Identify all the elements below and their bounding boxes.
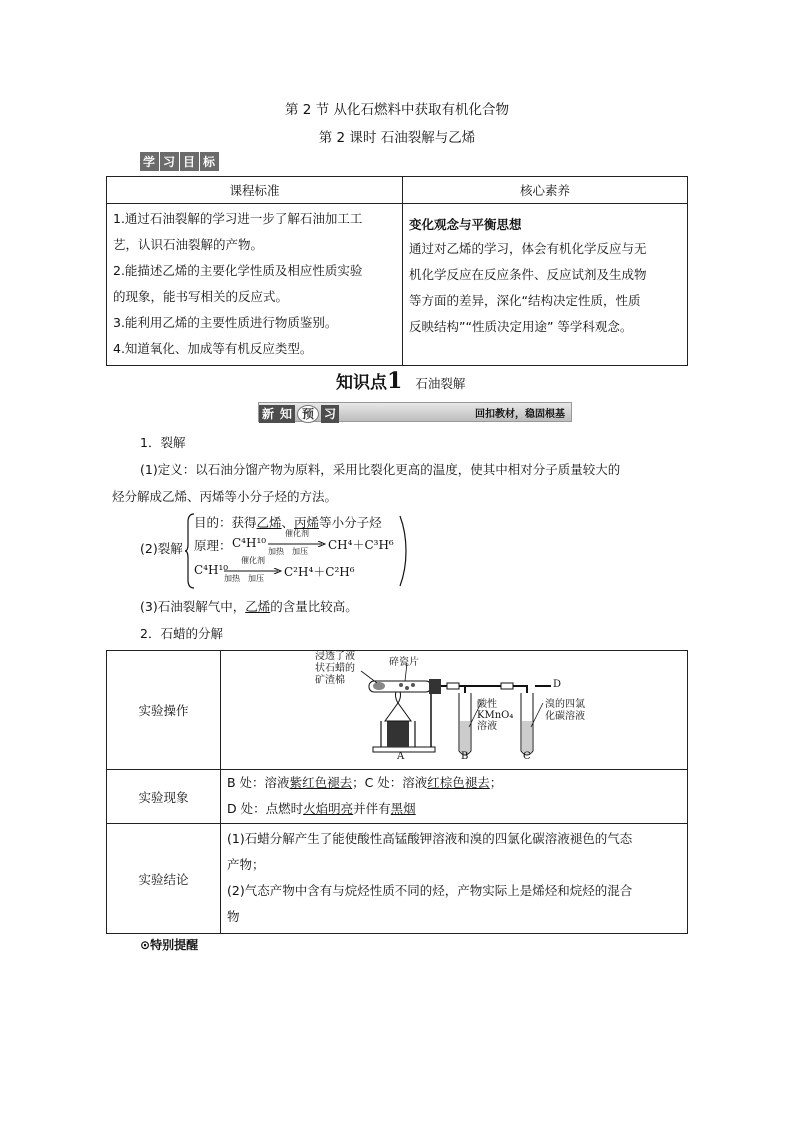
phen-c-prefix: ；C 处：溶液 bbox=[352, 775, 428, 790]
standards-cell bbox=[107, 204, 403, 366]
right-bracket-icon bbox=[398, 512, 410, 590]
badge-char: 习 bbox=[160, 152, 179, 171]
label-line: 酸性 bbox=[477, 699, 497, 710]
equation1-reactant: C⁴H¹⁰ bbox=[232, 536, 267, 550]
banner-slogan: 回扣教材，稳固根基 bbox=[475, 409, 565, 420]
bromine-solution bbox=[522, 721, 532, 755]
cond-pressure: 加压 bbox=[292, 547, 308, 556]
label-b: B bbox=[461, 751, 469, 762]
phen-b-result: 紫红色褪去 bbox=[289, 775, 353, 790]
literacy-cell bbox=[403, 204, 688, 366]
col-header-literacy: 核心素养 bbox=[403, 177, 688, 204]
definition-line: (1)定义：以石油分馏产物为原料，采用比裂化更高的温度，使其中相对分子质量较大的 bbox=[140, 462, 621, 477]
conclusion-cell bbox=[221, 824, 688, 934]
banner-char: 新 bbox=[259, 405, 277, 423]
apparatus-cell bbox=[221, 651, 688, 770]
note-icon: ⊙ bbox=[140, 938, 151, 952]
stopper bbox=[429, 679, 441, 694]
label-kmno4 bbox=[477, 699, 513, 732]
phen-b-prefix: B 处：溶液 bbox=[227, 775, 290, 790]
badge-char: 标 bbox=[200, 152, 219, 171]
gas-ethylene: 乙烯 bbox=[245, 599, 271, 614]
learning-objectives-badge bbox=[140, 151, 220, 171]
conclusion-line: 物 bbox=[227, 909, 240, 924]
special-note bbox=[140, 936, 198, 953]
label-line: 溴的四氯 bbox=[545, 699, 585, 710]
objectives-table bbox=[106, 176, 688, 366]
gas-prefix: (3)石油裂解气中， bbox=[140, 599, 246, 614]
equation1-condition-top: 催化剂 bbox=[285, 529, 309, 538]
label-d: D bbox=[553, 679, 562, 690]
equation1-product: CH⁴＋C³H⁶ bbox=[328, 538, 394, 552]
literacy-line: 等方面的差异，深化“结构决定性质，性质 bbox=[409, 293, 641, 308]
section-heading-cracking: 1．裂解 bbox=[140, 435, 186, 450]
cond-pressure: 加压 bbox=[248, 574, 264, 583]
standard-line: 2.能描述乙烯的主要化学性质及相应性质实验 bbox=[113, 263, 363, 278]
literacy-line: 通过对乙烯的学习，体会有机化学反应与无 bbox=[409, 241, 647, 256]
label-line: KMnO₄ bbox=[477, 710, 514, 721]
standard-line: 3.能利用乙烯的主要性质进行物质鉴别。 bbox=[113, 315, 338, 330]
mineral-wool bbox=[373, 682, 385, 690]
cond-heat: 加热 bbox=[224, 574, 240, 583]
definition-line: 烃分解成乙烯、丙烯等小分子烃的方法。 bbox=[112, 489, 338, 504]
equation2-product: C²H⁴＋C²H⁶ bbox=[284, 565, 355, 579]
phen-d-smoke: 黑烟 bbox=[390, 801, 416, 816]
note-text: 特别提醒 bbox=[150, 938, 199, 952]
cracking-label: (2)裂解 bbox=[140, 541, 183, 556]
literacy-line: 反映结构”“性质决定用途” 等学科观念。 bbox=[409, 319, 633, 334]
principle-prefix: 原理： bbox=[194, 538, 232, 553]
standard-line: 的现象，能书写相关的反应式。 bbox=[113, 289, 289, 304]
purpose-sep: 、 bbox=[281, 515, 295, 530]
label-line: 状石蜡的 bbox=[315, 663, 355, 674]
purpose-prefix: 目的：获得 bbox=[194, 515, 257, 530]
knowledge-point-topic: 石油裂解 bbox=[415, 376, 466, 391]
phen-d-mid: 并伴有 bbox=[353, 801, 391, 816]
preview-banner bbox=[258, 402, 572, 422]
banner-char: 知 bbox=[277, 405, 295, 423]
conclusion-line: (2)气态产物中含有与烷烃性质不同的烃，产物实际上是烯烃和烷烃的混合 bbox=[227, 883, 633, 898]
equation2-condition-bottom bbox=[224, 573, 282, 584]
purpose-propylene: 丙烯 bbox=[294, 515, 320, 530]
cracking-gas-line bbox=[140, 594, 358, 620]
phenomenon-line-bc bbox=[227, 770, 681, 796]
badge-char: 学 bbox=[140, 152, 159, 171]
banner-char-emphasis: 预 bbox=[297, 405, 319, 423]
label-bromine bbox=[545, 699, 585, 723]
alcohol-lamp bbox=[387, 721, 409, 747]
label-c: C bbox=[523, 751, 531, 762]
row-label-operation: 实验操作 bbox=[107, 651, 221, 770]
label-line: 溶液 bbox=[477, 721, 497, 732]
phen-d-prefix: D 处：点燃时 bbox=[227, 801, 304, 816]
literacy-title: 变化观念与平衡思想 bbox=[409, 217, 522, 232]
lamp-top bbox=[385, 703, 411, 721]
purpose-suffix: 等小分子烃 bbox=[319, 515, 382, 530]
kmno4-solution bbox=[460, 721, 470, 755]
conclusion-line: 产物； bbox=[227, 857, 265, 872]
col-header-standard: 课程标准 bbox=[107, 177, 403, 204]
apparatus-diagram bbox=[221, 651, 687, 766]
section-heading-paraffin: 2．石蜡的分解 bbox=[140, 626, 223, 641]
label-line: 矿渣棉 bbox=[315, 675, 345, 686]
row-label-conclusion: 实验结论 bbox=[107, 824, 221, 934]
banner-char: 习 bbox=[321, 405, 339, 423]
phenomenon-line-d bbox=[227, 796, 681, 822]
phen-d-flame: 火焰明亮 bbox=[303, 801, 354, 816]
standard-line: 艺，认识石油裂解的产物。 bbox=[113, 237, 264, 252]
knowledge-point-label: 知识点 bbox=[336, 373, 387, 393]
knowledge-point-number: 1 bbox=[387, 368, 403, 394]
conclusion-line: (1)石蜡分解产生了能使酸性高锰酸钾溶液和溴的四氯化碳溶液褪色的气态 bbox=[227, 831, 633, 846]
label-line: 化碳溶液 bbox=[545, 711, 585, 722]
phen-c-suffix: ； bbox=[489, 775, 503, 790]
gas-suffix: 的含量比较高。 bbox=[270, 599, 358, 614]
knowledge-point-header bbox=[336, 368, 465, 394]
badge-char: 目 bbox=[180, 152, 199, 171]
phen-c-result: 红棕色褪去 bbox=[427, 775, 490, 790]
label-a: A bbox=[397, 751, 405, 762]
label-porcelain-shards: 碎瓷片 bbox=[389, 657, 419, 668]
label-line: 浸透了液 bbox=[315, 651, 355, 662]
experiment-table bbox=[106, 650, 688, 934]
standard-line: 4.知道氧化、加成等有机反应类型。 bbox=[113, 341, 313, 356]
page-subtitle: 第 2 课时 石油裂解与乙烯 bbox=[318, 130, 476, 146]
page-title: 第 2 节 从化石燃料中获取有机化合物 bbox=[285, 102, 509, 118]
equation2-condition-top: 催化剂 bbox=[241, 556, 265, 565]
standard-line: 1.通过石油裂解的学习进一步了解石油加工工 bbox=[113, 211, 363, 226]
row-label-phenomenon: 实验现象 bbox=[107, 770, 221, 824]
label-soaked-wool bbox=[315, 651, 355, 687]
cond-heat: 加热 bbox=[268, 547, 284, 556]
equation2-reactant: C⁴H¹⁰ bbox=[194, 563, 229, 577]
phenomenon-cell bbox=[221, 770, 688, 824]
purpose-ethylene: 乙烯 bbox=[256, 515, 282, 530]
literacy-line: 机化学反应在反应条件、反应试剂及生成物 bbox=[409, 267, 647, 282]
